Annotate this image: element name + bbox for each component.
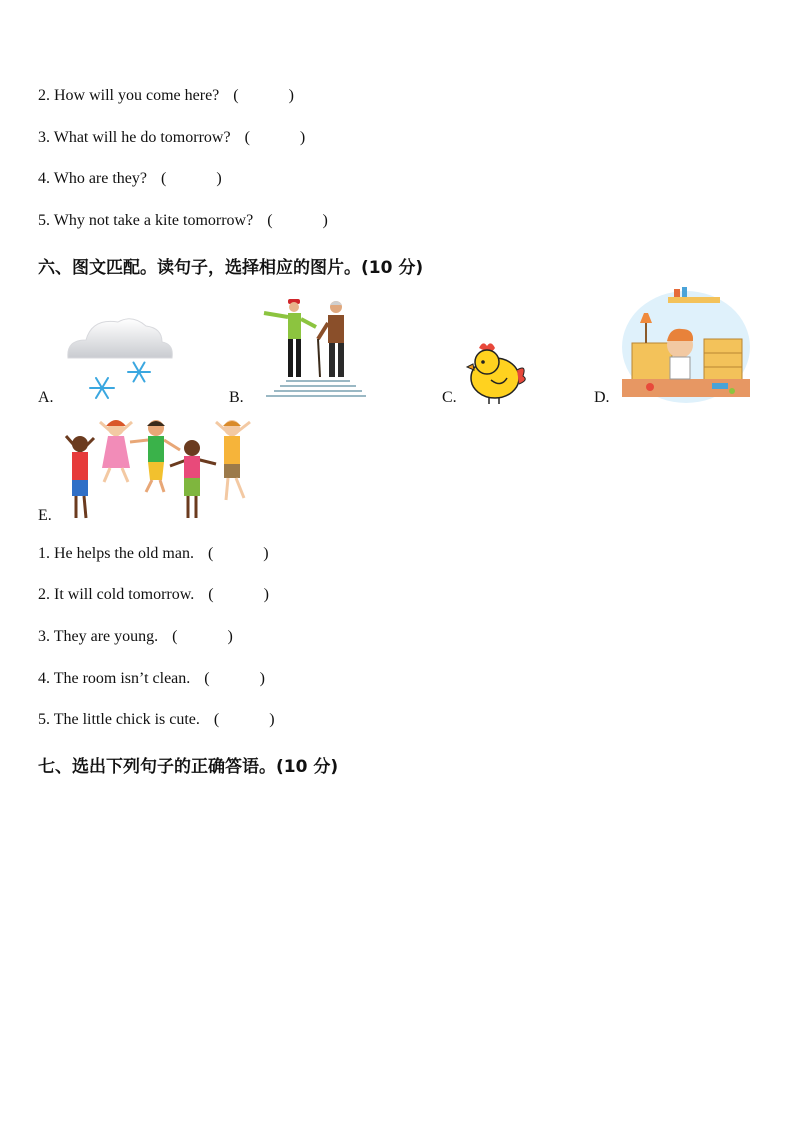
question-5: 5. Why not take a kite tomorrow? ( ) bbox=[38, 212, 328, 229]
sentence-1: 1. He helps the old man. ( ) bbox=[38, 545, 269, 562]
section-7-heading: 七、选出下列句子的正确答语。(10 分) bbox=[38, 757, 339, 777]
option-b-label: B. bbox=[229, 389, 244, 406]
answer-blank[interactable]: ( ) bbox=[213, 711, 275, 728]
answer-blank[interactable]: ( ) bbox=[208, 586, 269, 603]
answer-blank[interactable]: ( ) bbox=[207, 545, 269, 562]
section-6-heading: 六、图文匹配。读句子，选择相应的图片。(10 分) bbox=[38, 258, 424, 278]
jumping-children-illustration bbox=[60, 412, 255, 524]
cloud-snow-icon bbox=[62, 312, 177, 404]
messy-room-illustration bbox=[620, 283, 752, 405]
question-3: 3. What will he do tomorrow? ( ) bbox=[38, 129, 306, 146]
option-a-label: A. bbox=[38, 389, 54, 406]
question-4: 4. Who are they? ( ) bbox=[38, 170, 222, 187]
answer-blank[interactable]: ( ) bbox=[233, 87, 294, 104]
answer-blank[interactable]: ( ) bbox=[204, 670, 265, 687]
sentence-2: 2. It will cold tomorrow. ( ) bbox=[38, 586, 269, 603]
answer-blank[interactable]: ( ) bbox=[161, 170, 222, 187]
question-2: 2. How will you come here? ( ) bbox=[38, 87, 294, 104]
chick-illustration bbox=[465, 340, 530, 406]
option-c-label: C. bbox=[442, 389, 457, 406]
answer-blank[interactable]: ( ) bbox=[244, 129, 306, 146]
answer-blank[interactable]: ( ) bbox=[267, 212, 328, 229]
sentence-5: 5. The little chick is cute. ( ) bbox=[38, 711, 275, 728]
option-e-label: E. bbox=[38, 507, 52, 524]
helping-old-man-illustration bbox=[258, 295, 368, 403]
option-d-label: D. bbox=[594, 389, 610, 406]
answer-blank[interactable]: ( ) bbox=[172, 628, 233, 645]
sentence-3: 3. They are young. ( ) bbox=[38, 628, 233, 645]
sentence-4: 4. The room isn’t clean. ( ) bbox=[38, 670, 265, 687]
